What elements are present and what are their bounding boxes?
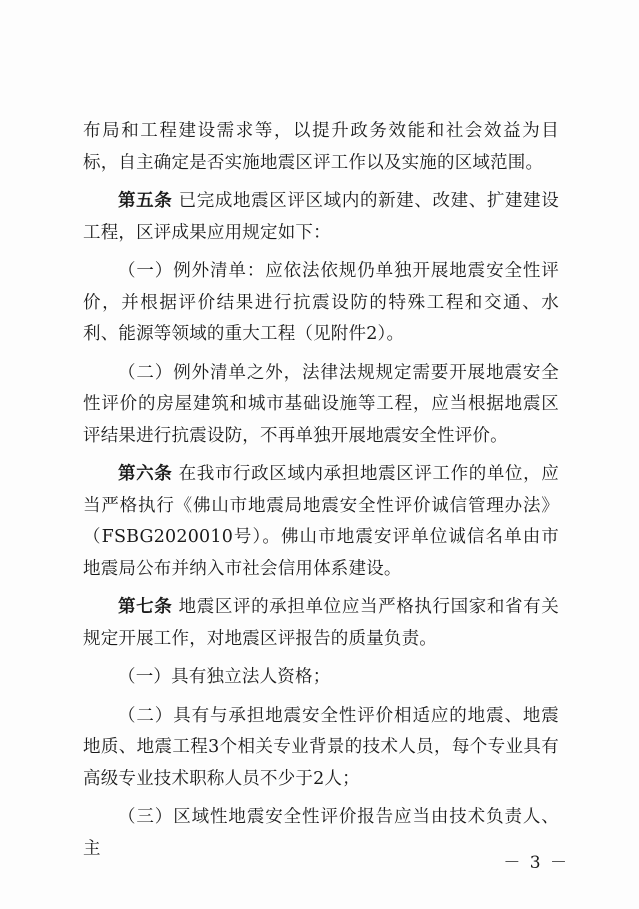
article-heading: 第六条 — [118, 464, 173, 484]
paragraph-text: 已完成地震区评区域内的新建、改建、扩建建设工程，区评成果应用规定如下： — [83, 191, 559, 243]
paragraph-requirement-2 — [83, 701, 559, 796]
paragraph-text: （一）具有独立法人资格； — [118, 667, 331, 687]
article-heading: 第七条 — [118, 597, 173, 617]
paragraph-text: （三）区域性地震安全性评价报告应当由技术负责人、主 — [83, 807, 559, 859]
page-number: － 3 － — [503, 853, 569, 873]
paragraph-article-6 — [83, 459, 559, 585]
paragraph-text: （二）例外清单之外，法律法规规定需要开展地震安全性评价的房屋建筑和城市基础设施等工程，应当根据地震区评结果进行抗震设防，不再单独开展地震安全性评价。 — [83, 362, 559, 446]
article-heading: 第五条 — [118, 191, 173, 211]
paragraph-text: 地震区评的承担单位应当严格执行国家和省有关规定开展工作，对地震区评报告的质量负责。 — [83, 597, 559, 649]
paragraph-article-5 — [83, 186, 559, 249]
paragraph-text: （二）具有与承担地震安全性评价相适应的地震、地震地质、地震工程3个相关专业背景的技术人员，每个专业具有高级专业技术职称人员不少于2人； — [83, 705, 559, 789]
document-body — [83, 116, 559, 865]
paragraph-text: （一）例外清单：应依法依规仍单独开展地震安全性评价，并根据评价结果进行抗震设防的特殊工程和交通、水利、能源等领域的重大工程（见附件2）。 — [83, 261, 559, 344]
paragraph-item-2 — [83, 358, 559, 453]
paragraph-intro-continuation — [83, 116, 559, 179]
paragraph-article-7 — [83, 592, 559, 655]
paragraph-item-1 — [83, 256, 559, 351]
paragraph-requirement-1 — [83, 662, 559, 694]
paragraph-text: 在我市行政区域内承担地震区评工作的单位，应当严格执行《佛山市地震局地震安全性评价诚信管理办法》（FSBG2020010号）。佛山市地震安评单位诚信名单由市地震局公布并纳入市社会信用体系建设。 — [83, 464, 559, 579]
paragraph-requirement-3 — [83, 802, 559, 865]
paragraph-text: 布局和工程建设需求等，以提升政务效能和社会效益为目标，自主确定是否实施地震区评工作以及实施的区域范围。 — [83, 121, 559, 173]
